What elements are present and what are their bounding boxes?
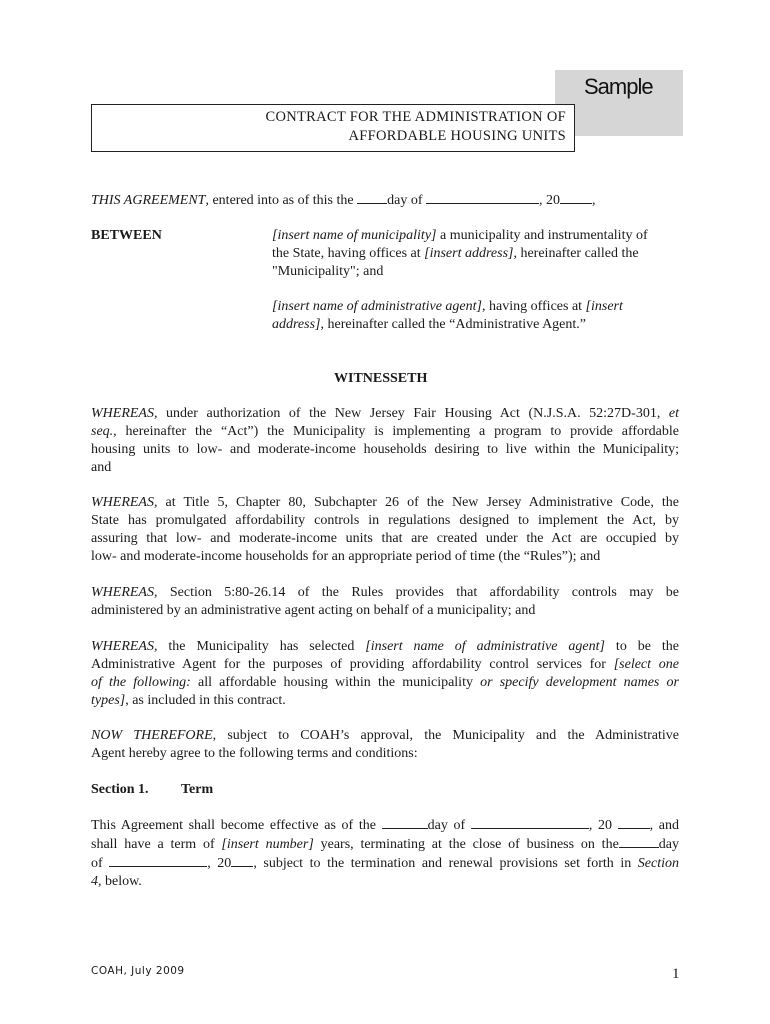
witnesseth-heading: WITNESSETH (334, 371, 428, 386)
title-line-1: CONTRACT FOR THE ADMINISTRATION OF (265, 109, 566, 125)
footer-date: COAH, July 2009 (91, 965, 185, 977)
agreement-lead: THIS AGREEMENT (91, 193, 206, 208)
whereas-paragraph-4: WHEREAS, the Municipality has selected [insert name of administrative agent] to be the Administrative Agent for the purposes of providing affordability control services for [select one of the following: all affordable housing within the municipality or specify development names or types], as included in this contract. (91, 639, 679, 708)
between-label: BETWEEN (91, 228, 162, 243)
municipality-line-1: [insert name of municipality] a municipality and instrumentality of (272, 228, 648, 243)
title-box (91, 104, 575, 152)
municipality-line-3: "Municipality"; and (272, 264, 384, 279)
now-therefore-paragraph: NOW THEREFORE, subject to COAH’s approval, the Municipality and the Administrative Agent hereby agree to the following terms and conditions: (91, 728, 679, 761)
agreement-line: THIS AGREEMENT, entered into as of this the day of , 20 , (91, 193, 596, 208)
term-paragraph: This Agreement shall become effective as of the day of , 20 , and shall have a term of [insert number] years, terminating at the close of business on the day of , 20 , subject to the termination and renewal provisions set forth in Section 4, below. (91, 818, 680, 889)
section-1-heading: Term (181, 782, 214, 797)
year-blank (560, 191, 592, 204)
section-1-number: Section 1. (91, 782, 149, 797)
agent-line-2: address], hereinafter called the “Administrative Agent.” (272, 317, 587, 332)
whereas-paragraph-2: WHEREAS, at Title 5, Chapter 80, Subchapter 26 of the New Jersey Administrative Code, the State has promulgated affordability controls in regulations designed to implement the Act, by assuring that low- and moderate-income units that are created under the Act are occupied by low- and moderate-income households for an appropriate period of time (the “Rules”); and (91, 495, 679, 564)
day-blank (357, 191, 387, 204)
whereas-paragraph-3: WHEREAS, Section 5:80-26.14 of the Rules provides that affordability controls may be administered by an administrative agent acting on behalf of a municipality; and (91, 585, 679, 618)
month-blank (426, 191, 539, 204)
page-number: 1 (672, 966, 680, 982)
agent-line-1: [insert name of administrative agent], having offices at [insert (272, 299, 623, 314)
title-line-2: AFFORDABLE HOUSING UNITS (348, 128, 566, 144)
sample-watermark: Sample (584, 74, 653, 99)
municipality-line-2: the State, having offices at [insert address], hereinafter called the (272, 246, 639, 261)
whereas-paragraph-1: WHEREAS, under authorization of the New Jersey Fair Housing Act (N.J.S.A. 52:27D-301, et seq., hereinafter the “Act”) the Municipality is implementing a program to provide affordable housing units to low- and moderate-income households desiring to live within the Municipality; and (91, 406, 679, 475)
